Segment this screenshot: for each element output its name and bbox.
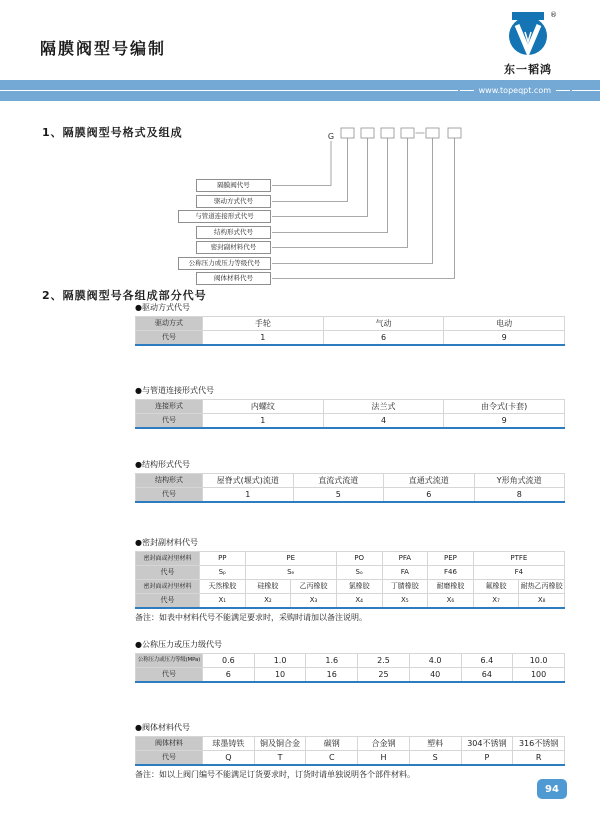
diagram-label-pressure-code: 公称压力或压力等级代号 (178, 257, 271, 270)
seal-code-block (135, 538, 565, 623)
table-cell: 内螺纹 (203, 400, 324, 414)
table-cell: 合金钢 (358, 737, 410, 751)
table-cell: 直通式流道 (384, 474, 475, 488)
model-prefix-letter: G (327, 132, 335, 141)
table-cell: 塑料 (409, 737, 461, 751)
table-cell: 6 (384, 488, 475, 503)
table-cell: PTFE (473, 552, 564, 566)
table-cell: X₃ (291, 594, 337, 609)
row-label: 代号 (136, 594, 200, 609)
table-cell: FA (382, 566, 428, 580)
table-cell: Sₒ (336, 566, 382, 580)
table-cell: 法兰式 (323, 400, 444, 414)
table-cell: 9 (444, 414, 565, 429)
table-cell: X₁ (200, 594, 246, 609)
table-cell: 天然橡胶 (200, 580, 246, 594)
banner-dash-left (460, 90, 474, 91)
table-cell: 耐磨橡胶 (428, 580, 474, 594)
table-cell: X₇ (473, 594, 519, 609)
table-cell: 直流式流道 (293, 474, 384, 488)
table-cell: 氯橡胶 (336, 580, 382, 594)
row-label: 驱动方式 (136, 317, 203, 331)
banner-url: www.topeqpt.com (478, 86, 551, 95)
table-cell: 4.0 (409, 654, 461, 668)
table-cell: R (513, 751, 565, 766)
table-cell: 5 (293, 488, 384, 503)
row-label: 阀体材料 (136, 737, 203, 751)
table-cell: 0.6 (203, 654, 255, 668)
page-title: 隔膜阀型号编制 (40, 39, 167, 58)
diagram-label-drive-code: 驱动方式代号 (196, 195, 271, 208)
table-cell: 64 (461, 668, 513, 683)
table-cell: T (254, 751, 306, 766)
banner (0, 80, 600, 101)
table-cell: 2.5 (358, 654, 410, 668)
seal-table (135, 551, 565, 609)
table-cell: 6 (323, 331, 444, 346)
row-label: 代号 (136, 566, 200, 580)
table-cell: 1 (203, 331, 324, 346)
table-cell: PE (245, 552, 336, 566)
table-cell: 1.0 (254, 654, 306, 668)
row-label: 密封面或衬里材料 (136, 552, 200, 566)
row-label: 代号 (136, 488, 203, 503)
table-cell: 304不锈钢 (461, 737, 513, 751)
drive-code-block (135, 303, 565, 346)
table-cell: S (409, 751, 461, 766)
row-label: 代号 (136, 668, 203, 683)
table-cell: X₂ (245, 594, 291, 609)
table-cell: 8 (474, 488, 565, 503)
table-cell: 16 (306, 668, 358, 683)
table-cell: 25 (358, 668, 410, 683)
table-cell: 6 (203, 668, 255, 683)
row-label: 结构形式 (136, 474, 203, 488)
table-cell: X₆ (428, 594, 474, 609)
diagram-label-valve-code: 隔膜阀代号 (196, 179, 271, 192)
row-label: 连接形式 (136, 400, 203, 414)
structure-table (135, 473, 565, 503)
diagram-label-structure-code: 结构形式代号 (196, 226, 271, 239)
structure-bullet: ●结构形式代号 (135, 460, 190, 469)
page-number-badge: 94 (537, 779, 567, 799)
table-cell: 6.4 (461, 654, 513, 668)
table-cell: 屋脊式(堰式)流道 (203, 474, 294, 488)
table-cell: Y形角式流道 (474, 474, 565, 488)
table-cell: Q (203, 751, 255, 766)
table-cell: 10 (254, 668, 306, 683)
pressure-table (135, 653, 565, 683)
table-cell: F46 (428, 566, 474, 580)
diagram-label-body-code: 阀体材料代号 (196, 272, 271, 285)
diagram-label-connection-code: 与管道连接形式代号 (178, 210, 271, 223)
table-cell: 316不锈钢 (513, 737, 565, 751)
row-label: 公称压力或压力等级(MPa) (136, 654, 203, 668)
table-cell: 9 (444, 331, 565, 346)
table-cell: 由令式(卡套) (444, 400, 565, 414)
section2-heading: 2、隔膜阀型号各组成部分代号 (42, 289, 207, 302)
structure-code-block (135, 460, 565, 503)
connection-bullet: ●与管道连接形式代号 (135, 386, 214, 395)
table-cell: C (306, 751, 358, 766)
table-cell: 100 (513, 668, 565, 683)
body-table-note: 备注：如以上阀门编号不能满足订货要求时，订货时请单独说明各个部件材料。 (135, 770, 415, 779)
registered-mark: ® (550, 11, 557, 19)
diagram-label-seal-code: 密封副材料代号 (196, 241, 271, 254)
table-cell: 1 (203, 414, 324, 429)
table-cell: Sₚ (200, 566, 246, 580)
connection-code-block (135, 386, 565, 429)
table-cell: 10.0 (513, 654, 565, 668)
table-cell: PFA (382, 552, 428, 566)
table-cell: PO (336, 552, 382, 566)
body-table (135, 736, 565, 766)
banner-dash-right (556, 90, 570, 91)
seal-table-note: 备注：如表中材料代号不能满足要求时，采购时请加以备注说明。 (135, 613, 367, 622)
table-cell: 气动 (323, 317, 444, 331)
table-cell: PEP (428, 552, 474, 566)
pressure-code-block (135, 640, 565, 683)
brand-logo (492, 8, 564, 77)
row-label: 代号 (136, 751, 203, 766)
table-cell: 丁腈橡胶 (382, 580, 428, 594)
table-cell: 碳钢 (306, 737, 358, 751)
table-cell: Sₑ (245, 566, 336, 580)
table-cell: 耐热乙丙橡胶 (519, 580, 565, 594)
table-cell: 40 (409, 668, 461, 683)
table-cell: X₈ (519, 594, 565, 609)
table-cell: H (358, 751, 410, 766)
pressure-bullet: ●公称压力或压力级代号 (135, 640, 222, 649)
body-bullet: ●阀体材料代号 (135, 723, 190, 732)
table-cell: X₅ (382, 594, 428, 609)
seal-bullet: ●密封副材料代号 (135, 538, 198, 547)
banner-url-wrap (458, 85, 572, 96)
table-cell: 电动 (444, 317, 565, 331)
table-cell: 硅橡胶 (245, 580, 291, 594)
row-label: 代号 (136, 414, 203, 429)
table-cell: PP (200, 552, 246, 566)
table-cell: 4 (323, 414, 444, 429)
table-cell: F4 (473, 566, 564, 580)
table-cell: 1 (203, 488, 294, 503)
row-label: 密封面或衬里材料 (136, 580, 200, 594)
table-cell: X₄ (336, 594, 382, 609)
row-label: 代号 (136, 331, 203, 346)
table-cell: 1.6 (306, 654, 358, 668)
table-cell: P (461, 751, 513, 766)
table-cell: 球墨铸铁 (203, 737, 255, 751)
table-cell: 氟橡胶 (473, 580, 519, 594)
table-cell: 乙丙橡胶 (291, 580, 337, 594)
brand-name: 东一韬鸿 (504, 63, 552, 76)
section1-heading: 1、隔膜阀型号格式及组成 (42, 126, 183, 139)
table-cell: 铜及铜合金 (254, 737, 306, 751)
drive-table (135, 316, 565, 346)
connection-table (135, 399, 565, 429)
body-code-block (135, 723, 565, 780)
drive-bullet: ●驱动方式代号 (135, 303, 190, 312)
table-cell: 手轮 (203, 317, 324, 331)
logo-mark-icon (492, 8, 564, 56)
